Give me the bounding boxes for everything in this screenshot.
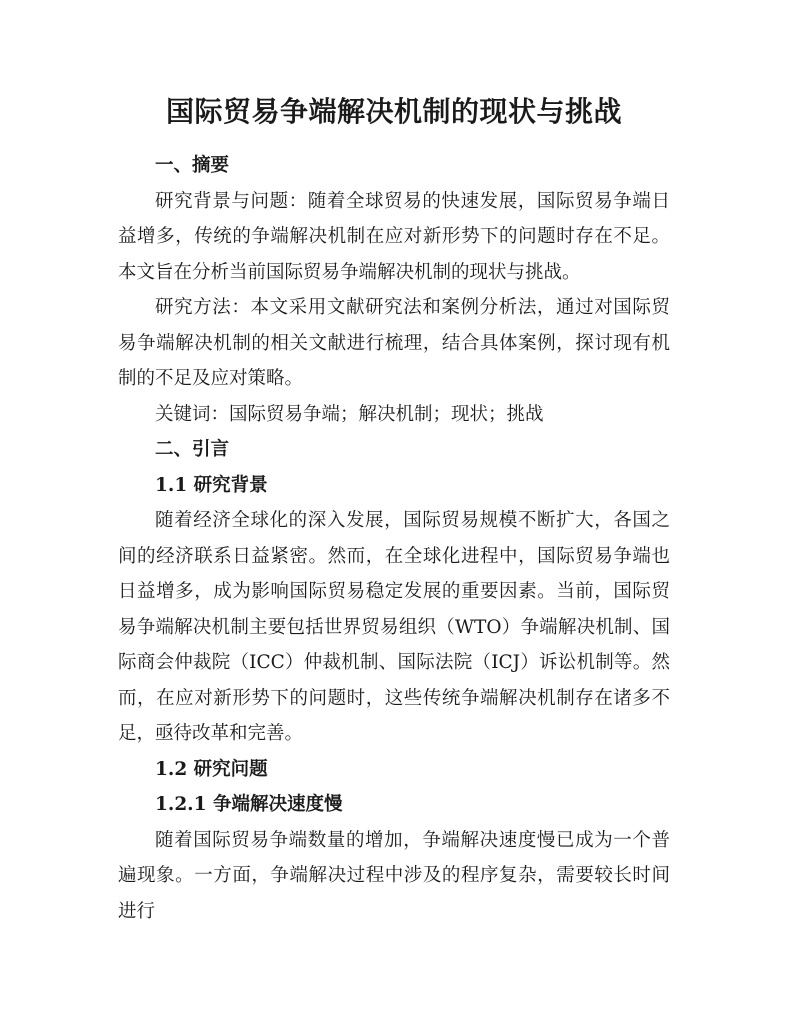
introduction-heading: 二、引言: [155, 439, 230, 460]
slow-resolution-paragraph: 随着国际贸易争端数量的增加，争端解决速度慢已成为一个普遍现象。一方面，争端解决过程中涉及的程序复杂，需要较长时间进行: [118, 829, 670, 922]
research-background-paragraph: 随着经济全球化的深入发展，国际贸易规模不断扩大，各国之间的经济联系日益紧密。然而，在全球化进程中，国际贸易争端也日益增多，成为影响国际贸易稳定发展的重要因素。当前，国际贸易争端解决机制主要包括世界贸易组织（WTO）争端解决机制、国际商会仲裁院（ICC）仲裁机制、国际法院（ICJ）诉讼机制等。然而，在应对新形势下的问题时，这些传统争端解决机制存在诸多不足，亟待改革和完善。: [118, 510, 670, 744]
research-background-heading: 1.1 研究背景: [155, 474, 268, 496]
document-title: 国际贸易争端解决机制的现状与挑战: [165, 95, 622, 128]
document-page: [118, 88, 670, 929]
abstract-background-paragraph: 研究背景与问题：随着全球贸易的快速发展，国际贸易争端日益增多，传统的争端解决机制在应对新形势下的问题时存在不足。本文旨在分析当前国际贸易争端解决机制的现状与挑战。: [118, 190, 670, 283]
research-question-heading: 1.2 研究问题: [155, 758, 268, 780]
slow-resolution-heading: 1.2.1 争端解决速度慢: [155, 794, 343, 815]
abstract-heading: 一、摘要: [155, 155, 230, 176]
abstract-methods-paragraph: 研究方法：本文采用文献研究法和案例分析法，通过对国际贸易争端解决机制的相关文献进行梳理，结合具体案例，探讨现有机制的不足及应对策略。: [118, 297, 670, 389]
abstract-keywords: 关键词：国际贸易争端；解决机制；现状；挑战: [155, 403, 544, 425]
